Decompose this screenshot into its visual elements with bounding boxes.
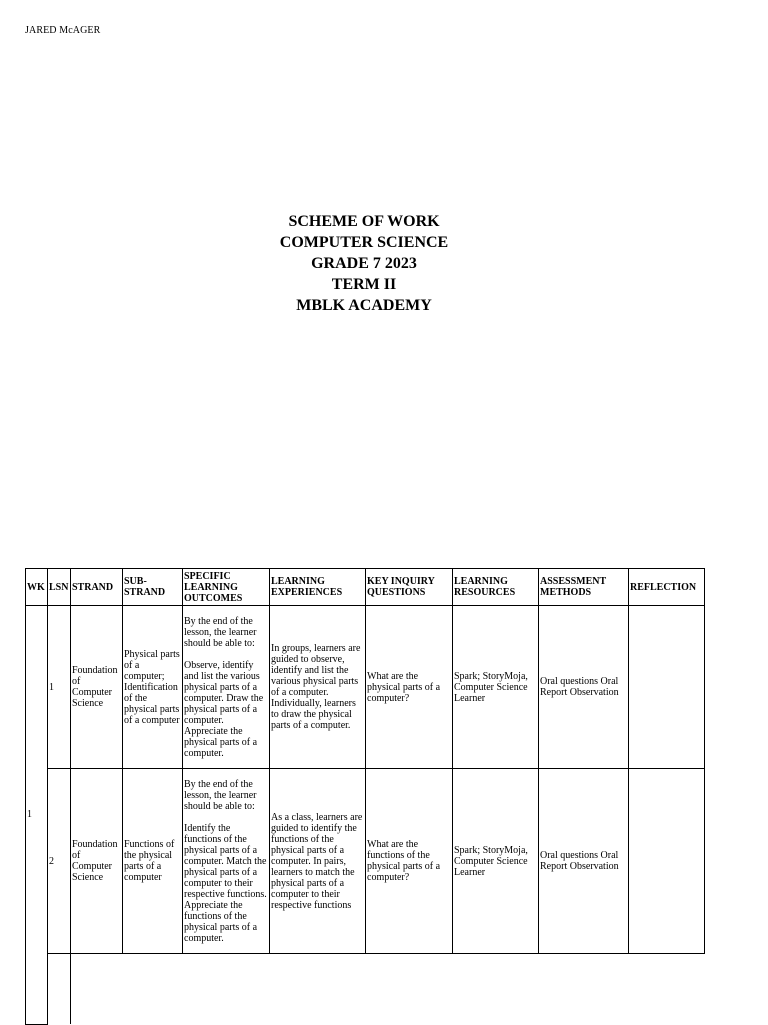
lesson-cell: 1 [48,606,71,769]
title-line: TERM II [331,276,397,293]
header-outcomes: SPECIFIC LEARNING OUTCOMES [183,569,270,606]
strand-cell: Foundation of Computer Science [71,606,123,769]
resources-cell: Spark; StoryMoja, Computer Science Learner [453,606,539,769]
header-sub-strand: SUB-STRAND [123,569,183,606]
table-row [26,606,705,769]
lesson-cell-empty [48,954,71,1025]
header-questions: KEY INQUIRY QUESTIONS [366,569,453,606]
questions-cell: What are the physical parts of a computer? [366,606,453,769]
author-name: JARED McAGER [25,25,101,36]
lesson-cell: 2 [48,769,71,954]
strand-cell: Foundation of Computer Science [71,769,123,954]
header-strand: STRAND [71,569,123,606]
experiences-cell: As a class, learners are guided to identify the functions of the physical parts of a computer. In pairs, learners to match the physical parts of a computer to their respective functions [270,769,366,954]
reflection-cell [629,769,705,954]
continued-area [71,954,705,1025]
document-title [0,211,728,316]
header-experiences: LEARNING EXPERIENCES [270,569,366,606]
header-lsn: LSN [48,569,71,606]
title-line: SCHEME OF WORK [288,213,440,230]
assessment-cell: Oral questions Oral Report Observation [539,769,629,954]
questions-cell: What are the functions of the physical parts of a computer? [366,769,453,954]
reflection-cell [629,606,705,769]
table-row [26,769,705,954]
outcomes-cell [183,769,270,954]
outcomes-body: Identify the functions of the physical parts of a computer. Match the physical parts of a computer to their respective functions. Appreciate the functions of the physical parts of a computer. [184,822,267,944]
resources-cell: Spark; StoryMoja, Computer Science Learner [453,769,539,954]
scheme-table [25,568,705,1025]
sub-strand-cell: Functions of the physical parts of a computer [123,769,183,954]
header-wk: WK [26,569,48,606]
table-header-row [26,569,705,606]
title-line: MBLK ACADEMY [296,297,432,314]
assessment-cell: Oral questions Oral Report Observation [539,606,629,769]
table-row-continued [26,954,705,1025]
outcomes-intro: By the end of the lesson, the learner should be able to: [184,615,257,649]
header-resources: LEARNING RESOURCES [453,569,539,606]
title-line: GRADE 7 2023 [311,255,417,272]
outcomes-body: Observe, identify and list the various physical parts of a computer. Draw the physical parts of a computer. Appreciate the physical parts of a computer. [184,659,264,759]
outcomes-cell [183,606,270,769]
title-line: COMPUTER SCIENCE [279,234,449,251]
outcomes-intro: By the end of the lesson, the learner should be able to: [184,778,257,812]
week-cell: 1 [26,606,48,1025]
experiences-cell: In groups, learners are guided to observe, identify and list the various physical parts of a computer. Individually, learners to draw the physical parts of a computer. [270,606,366,769]
header-reflection: REFLECTION [629,569,705,606]
sub-strand-cell: Physical parts of a computer; Identification of the physical parts of a computer [123,606,183,769]
header-assessment: ASSESSMENT METHODS [539,569,629,606]
